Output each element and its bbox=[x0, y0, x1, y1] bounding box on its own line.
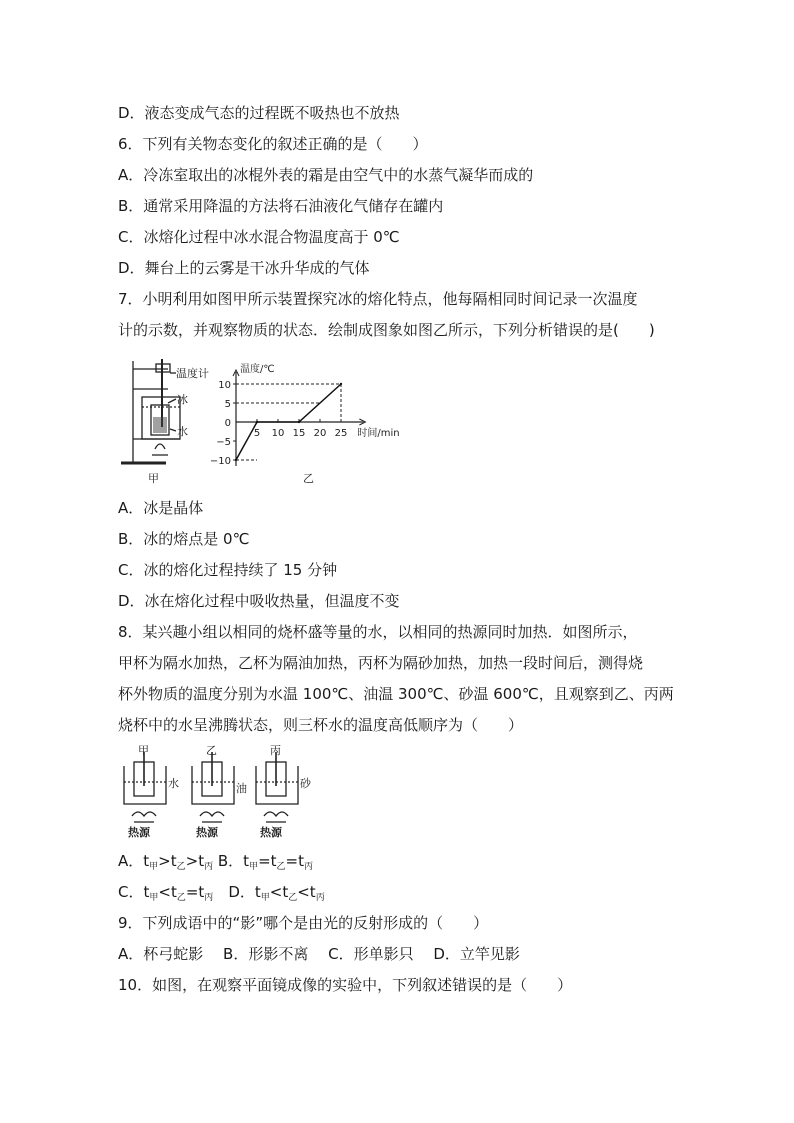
x-axis-label: 时间/min bbox=[357, 428, 400, 439]
opt-c-sub2: 乙 bbox=[176, 893, 186, 903]
x-tick-label: 5 bbox=[253, 428, 261, 439]
opt-d-mid1: <t bbox=[269, 883, 289, 901]
q7-stem-line1: 7．小明利用如图甲所示装置探究冰的熔化特点，他每隔相同时间记录一次温度 bbox=[118, 290, 638, 308]
q7-apparatus bbox=[121, 359, 180, 463]
beaker-jia bbox=[124, 752, 166, 822]
opt-a-mid2: >t bbox=[185, 852, 205, 870]
opt-a-sub3: 丙 bbox=[204, 862, 214, 872]
apparatus-label-thermometer: 温度计 bbox=[176, 367, 209, 380]
q8-stem-line3: 杯外物质的温度分别为水温 100℃、油温 300℃、砂温 600℃，且观察到乙、丙两 bbox=[118, 685, 674, 703]
opt-c-sub3: 丙 bbox=[204, 893, 214, 903]
ice-sample bbox=[153, 417, 167, 433]
q6-option-d: D．舞台上的云雾是干冰升华成的气体 bbox=[118, 259, 370, 277]
cup-label-yi: 乙 bbox=[206, 744, 217, 757]
opt-c-mid1: <t bbox=[158, 883, 177, 901]
temperature-time-graph bbox=[210, 362, 400, 467]
beaker-bing bbox=[256, 752, 298, 822]
medium-label-water: 水 bbox=[168, 777, 179, 790]
graph-caption: 乙 bbox=[303, 472, 314, 485]
q7-option-b: B．冰的熔点是 0℃ bbox=[118, 530, 250, 548]
q6-option-b: B．通常采用降温的方法将石油液化气储存在罐内 bbox=[118, 197, 444, 215]
opt-c-sub1: 甲 bbox=[149, 893, 159, 903]
medium-label-sand: 砂 bbox=[300, 777, 311, 790]
burner bbox=[152, 444, 168, 455]
opt-d-mid2: <t bbox=[297, 883, 316, 901]
opt-c-prefix: C．t bbox=[118, 883, 150, 901]
q7-stem-line2: 计的示数，并观察物质的状态．绘制成图象如图乙所示，下列分析错误的是( ) bbox=[118, 321, 655, 339]
apparatus-label-water: 水 bbox=[177, 425, 188, 438]
y-tick-label: 5 bbox=[224, 399, 231, 410]
q10-stem: 10．如图，在观察平面镜成像的实验中，下列叙述错误的是（ ） bbox=[118, 976, 573, 994]
opt-b-sub3: 丙 bbox=[304, 862, 314, 872]
cup-label-bing: 丙 bbox=[270, 744, 281, 757]
y-tick-label: −5 bbox=[216, 437, 231, 448]
x-tick-label: 20 bbox=[313, 428, 327, 439]
q7-option-d: D．冰在熔化过程中吸收热量，但温度不变 bbox=[118, 592, 400, 610]
q7-option-c: C．冰的熔化过程持续了 15 分钟 bbox=[118, 561, 338, 579]
x-tick-label: 10 bbox=[271, 428, 285, 439]
q9-options: A．杯弓蛇影 B．形影不离 C．形单影只 D．立竿见影 bbox=[118, 945, 520, 963]
q6-option-a: A．冷冻室取出的冰棍外表的霜是由空气中的水蒸气凝华而成的 bbox=[118, 166, 534, 184]
source-label-3: 热源 bbox=[260, 826, 282, 839]
source-label-2: 热源 bbox=[196, 826, 218, 839]
q8-stem-line2: 甲杯为隔水加热，乙杯为隔油加热，丙杯为隔砂加热，加热一段时间后，测得烧 bbox=[118, 654, 644, 672]
opt-d-sub2: 乙 bbox=[288, 893, 298, 903]
q5-option-d: D．液态变成气态的过程既不吸热也不放热 bbox=[118, 104, 400, 122]
x-tick-label: 25 bbox=[334, 428, 348, 439]
q8-figure bbox=[118, 744, 318, 840]
opt-d-sub3: 丙 bbox=[315, 893, 325, 903]
opt-d-prefix: D．t bbox=[213, 883, 261, 901]
medium-label-oil: 油 bbox=[236, 782, 247, 795]
y-axis-label: 温度/℃ bbox=[240, 364, 275, 375]
q8-options-ab bbox=[118, 851, 313, 877]
opt-b-prefix: B．t bbox=[213, 852, 250, 870]
data-point bbox=[298, 421, 300, 423]
q6-option-c: C．冰熔化过程中冰水混合物温度高于 0℃ bbox=[118, 228, 400, 246]
data-point bbox=[256, 421, 258, 423]
opt-b-sub1: 甲 bbox=[249, 862, 259, 872]
q8-stem-line1: 8．某兴趣小组以相同的烧杯盛等量的水，以相同的热源同时加热．如图所示， bbox=[118, 623, 638, 641]
opt-a-mid1: >t bbox=[158, 852, 177, 870]
opt-a-sub2: 乙 bbox=[176, 862, 186, 872]
q8-options-cd bbox=[118, 882, 325, 908]
opt-b-mid1: =t bbox=[258, 852, 277, 870]
q9-stem: 9．下列成语中的“影”哪个是由光的反射形成的（ ） bbox=[118, 914, 489, 932]
opt-b-sub2: 乙 bbox=[276, 862, 286, 872]
opt-b-mid2: =t bbox=[285, 852, 304, 870]
q8-stem-line4: 烧杯中的水呈沸腾状态，则三杯水的温度高低顺序为（ ） bbox=[118, 716, 524, 734]
source-label-1: 热源 bbox=[128, 826, 150, 839]
beaker-yi bbox=[192, 752, 234, 822]
opt-c-mid2: =t bbox=[185, 883, 205, 901]
y-tick-label: 0 bbox=[224, 418, 231, 429]
opt-a-prefix: A．t bbox=[118, 852, 150, 870]
x-tick-label: 15 bbox=[292, 428, 306, 439]
q7-option-a: A．冰是晶体 bbox=[118, 499, 204, 517]
y-tick-label: 10 bbox=[218, 380, 231, 391]
q6-stem: 6．下列有关物态变化的叙述正确的是（ ） bbox=[118, 135, 428, 153]
opt-d-sub1: 甲 bbox=[260, 893, 270, 903]
opt-a-sub1: 甲 bbox=[149, 862, 159, 872]
cup-label-jia: 甲 bbox=[138, 744, 149, 757]
apparatus-caption: 甲 bbox=[148, 472, 159, 485]
q7-figure bbox=[118, 355, 418, 487]
y-tick-label: −10 bbox=[209, 456, 231, 467]
apparatus-label-ice: 冰 bbox=[177, 393, 188, 406]
